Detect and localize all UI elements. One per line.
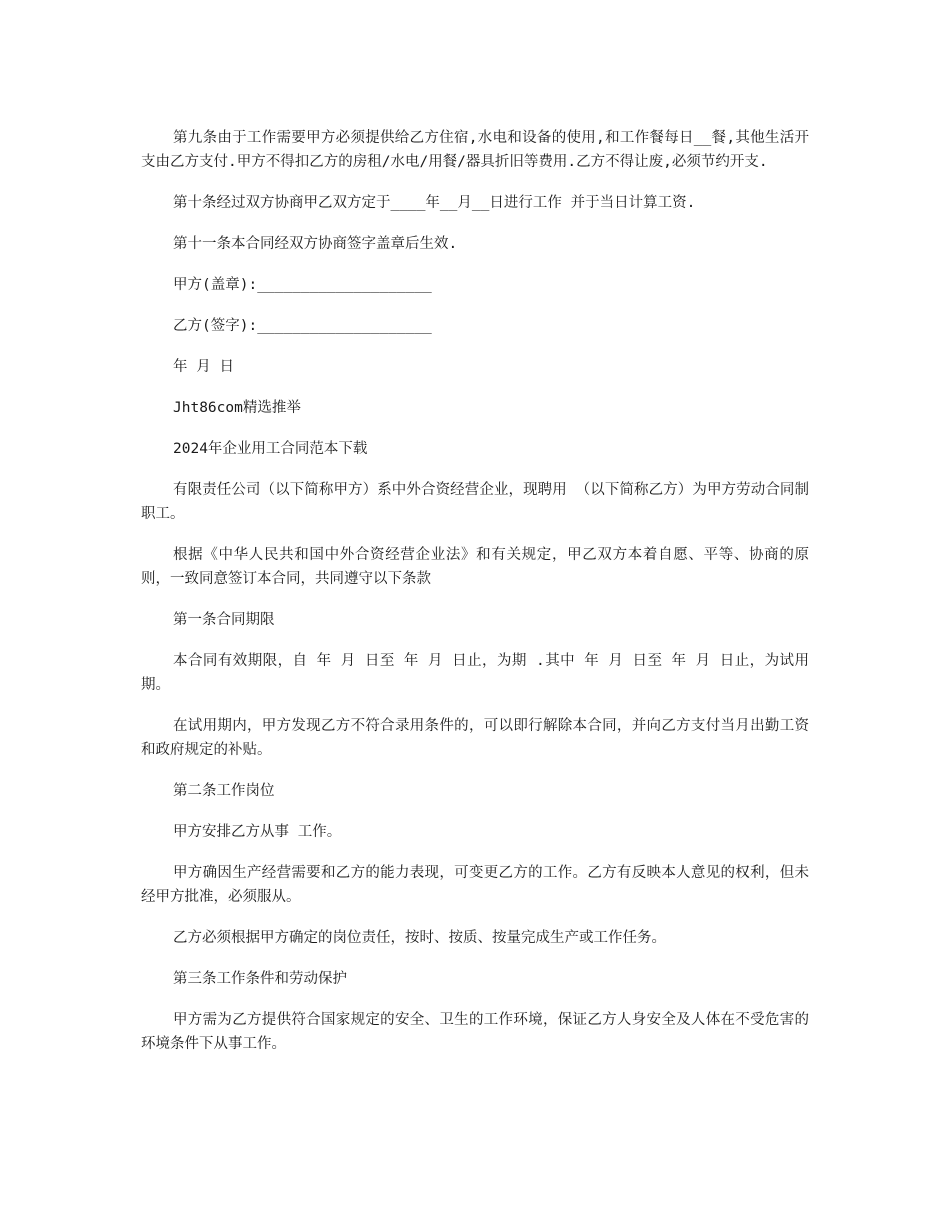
section-title: 2024年企业用工合同范本下载	[173, 441, 368, 457]
job-assignment-paragraph: 甲方安排乙方从事 工作。	[173, 824, 342, 840]
job-change-paragraph: 甲方确因生产经营需要和乙方的能力表现，可变更乙方的工作。乙方有反映本人意见的权利，但未经甲方批准，必须服从。	[141, 865, 809, 905]
document-page	[141, 126, 809, 1073]
legal-basis-paragraph: 根据《中华人民共和国中外合资经营企业法》和有关规定，甲乙双方本着自愿、平等、协商的原则，一致同意签订本合同，共同遵守以下条款	[141, 547, 809, 587]
recommendation-line: Jht86com精选推举	[173, 400, 301, 416]
clause-10-paragraph: 第十条经过双方协商甲乙双方定于____年__月__日进行工作 并于当日计算工资.	[173, 195, 696, 211]
article-3-heading: 第三条工作条件和劳动保护	[173, 971, 347, 987]
article-2-heading: 第二条工作岗位	[173, 783, 275, 799]
clause-11-paragraph: 第十一条本合同经双方协商签字盖章后生效.	[173, 236, 458, 252]
party-a-signature-line: 甲方(盖章):____________________	[173, 277, 432, 293]
contract-term-paragraph: 本合同有效期限，自 年 月 日至 年 月 日止，为期 .其中 年 月 日至 年 月 日止，为试用期。	[141, 653, 809, 693]
intro-paragraph: 有限责任公司（以下简称甲方）系中外合资经营企业，现聘用 （以下简称乙方）为甲方劳动合同制职工。	[141, 482, 809, 522]
job-duty-paragraph: 乙方必须根据甲方确定的岗位责任，按时、按质、按量完成生产或工作任务。	[173, 930, 666, 946]
clause-9-paragraph: 第九条由于工作需要甲方必须提供给乙方住宿,水电和设备的使用,和工作餐每日__餐,其他生活开支由乙方支付.甲方不得扣乙方的房租/水电/用餐/器具折旧等费用.乙方不得让废,必须节约开支.	[141, 130, 809, 170]
work-conditions-paragraph: 甲方需为乙方提供符合国家规定的安全、卫生的工作环境，保证乙方人身安全及人体在不受危害的环境条件下从事工作。	[141, 1012, 809, 1052]
probation-paragraph: 在试用期内，甲方发现乙方不符合录用条件的，可以即行解除本合同，并向乙方支付当月出勤工资和政府规定的补贴。	[141, 718, 809, 758]
party-b-signature-line: 乙方(签字):____________________	[173, 318, 432, 334]
article-1-heading: 第一条合同期限	[173, 612, 275, 628]
date-line: 年 月 日	[173, 359, 234, 375]
